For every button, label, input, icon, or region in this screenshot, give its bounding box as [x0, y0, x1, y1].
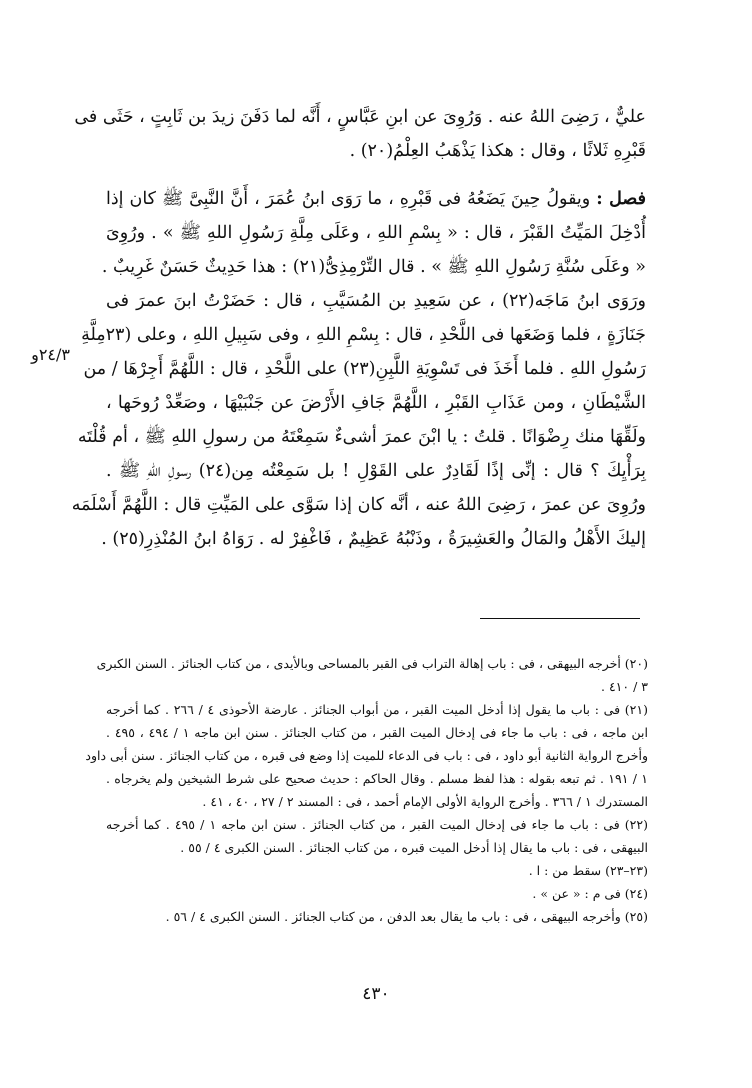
- fasl-line-1: [106, 182, 646, 216]
- footnote-line-8: (٢٢) فى : باب ما جاء فى إدخال الميت القبر ، من كتاب الجنائز . سنن ابن ماجه ١ / ٤٩٥ . كما أخرجه: [106, 817, 648, 832]
- fasl-line-8: ولَقِّهَا منك رِضْوَانًا . قلتُ : يا ابْنَ عمرَ أشىءٌ سَمِعْتَهُ من رسولِ اللهِ ﷺ ، أم قُلْتَه: [77, 427, 646, 447]
- footnote-line-9: البيهقى ، فى : باب ما يقال إذا أدخل الميت قبره ، من كتاب الجنائز . السنن الكبرى ٤ / ٥٥ .: [180, 840, 648, 855]
- footnote-line-6: ١ / ١٩١ . ثم تبعه بقوله : هذا لفظ مسلم . وقال الحاكم : حديث صحيح على شرط الشيخين ولم يخرجاه .: [106, 771, 648, 786]
- fasl-line-9: بِرَأْيِكَ ؟ قال : إنِّى إذًا لَقَادِرٌ على القَوْلِ ! بل سَمِعْتُه مِن(٢٤) رسولِ اللهِ ﷺ .: [106, 461, 646, 481]
- fasl-line-6: رَسُولِ اللهِ . فلما أَخَذَ فى تَسْوِيَةِ اللَّبِنِ(٢٣) على اللَّحْدِ ، قال : اللَّهُمَّ أَجِرْهَا / من: [83, 359, 646, 379]
- main-text: [71, 100, 646, 556]
- footnote-line-3: (٢١) فى : باب ما يقول إذا أدخل الميت القبر ، من أبواب الجنائز . عارضة الأحوذى ٤ / ٢٦٦ . كما أخرجه: [106, 702, 648, 717]
- page-number: ٤٣٠: [362, 984, 390, 1004]
- footnote-line-1: (٢٠) أخرجه البيهقى ، فى : باب إهالة التراب فى القبر بالمساحى وبالأيدى ، من كتاب الجنائز . السنن الكبرى: [96, 656, 648, 671]
- paragraph-gap: [106, 168, 646, 182]
- fasl-line-5: جَنَازَةٍ ، فلما وَضَعَها فى اللَّحْدِ ، قال : بِسْمِ اللهِ ، وفى سَبِيلِ اللهِ ، وعلى (٢٣مِلَّةِ: [81, 325, 646, 345]
- text-line-2: قَبْرِهِ ثَلاثًا ، وقال : هكذا يَذْهَبُ العِلْمُ(٢٠) .: [349, 141, 646, 161]
- footnote-line-2: ٣ / ٤١٠ .: [601, 679, 648, 694]
- fasl-line-3: « وعَلَى سُنَّةِ رَسُولِ اللهِ ﷺ » . قال التِّرْمِذِىُّ(٢١) : هذا حَدِيثٌ حَسَنٌ غَرِيبٌ .: [101, 257, 646, 277]
- footnote-line-4: ابن ماجه ، فى : باب ما جاء فى إدخال الميت القبر ، من كتاب الجنائز . سنن ابن ماجه ١ / ٤٩٤ ، ٤٩٥ .: [106, 725, 648, 740]
- fasl-line-1-text: ويقولُ حِينَ يَضَعُهُ فى قَبْرِهِ ، ما رَوَى ابنُ عُمَرَ ، أَنَّ النَّبِىَّ ﷺ كان إذا: [106, 189, 591, 209]
- fasl-line-2: أُدْخِلَ المَيِّتُ القَبْرَ ، قال : « بِسْمِ اللهِ ، وعَلَى مِلَّةِ رَسُولِ اللهِ ﷺ » . ورُوِىَ: [106, 223, 646, 243]
- margin-manuscript-reference: ٢٤/٣و: [31, 345, 70, 364]
- fasl-label: فصل :: [596, 189, 646, 209]
- footnote-line-7: المستدرك ١ / ٣٦٦ . وأخرج الرواية الأولى الإمام أحمد ، فى : المسند ٢ / ٢٧ ، ٤٠ ، ٤١ .: [202, 794, 648, 809]
- footnote-line-10: (٢٣–٢٣) سقط من : ا .: [528, 863, 648, 878]
- fasl-line-10: ورُوِىَ عن عمرَ ، رَضِىَ اللهُ عنه ، أنَّه كان إذا سَوَّى على المَيِّتِ قال : اللَّهُمَّ أَسْلَمَه: [71, 495, 646, 515]
- fasl-line-4: ورَوَى ابنُ مَاجَه(٢٢) ، عن سَعِيدِ بن المُسَيَّبِ ، قال : حَضَرْتُ ابنَ عمرَ فى: [106, 291, 646, 311]
- text-line-1: عليٌّ ، رَضِىَ اللهُ عنه . وَرُوِىَ عن ابنِ عَبَّاسٍ ، أَنَّه لما دَفَنَ زيدَ بن ثَابِتٍ ، حَثَى فى: [74, 107, 646, 127]
- footnote-line-12: (٢٥) وأخرجه البيهقى ، فى : باب ما يقال بعد الدفن ، من كتاب الجنائز . السنن الكبرى ٤ / ٥٦ .: [165, 909, 648, 924]
- footnote-line-11: (٢٤) فى م : « عن » .: [532, 886, 648, 901]
- footnote-separator: [480, 618, 640, 619]
- footnote-line-5: وأخرج الرواية الثانية أبو داود ، فى : باب فى الدعاء للميت إذا وضع فى قبره ، من كتاب الجنائز . سنن أبى داود: [85, 748, 648, 763]
- fasl-line-11: إليكَ الأَهْلُ والمَالُ والعَشِيرَةُ ، وذَنْبُهُ عَظِيمٌ ، فَاغْفِرْ له . رَوَاهُ ابنُ المُنْذِرِ(٢٥) .: [101, 529, 646, 549]
- footnotes: [85, 652, 648, 928]
- fasl-line-7: الشَّيْطَانِ ، ومن عَذَابِ القَبْرِ ، اللَّهُمَّ جَافِ الأَرْضَ عن جَنْبَيْهَا ، وصَعِّدْ رُوحَها ،: [106, 393, 646, 413]
